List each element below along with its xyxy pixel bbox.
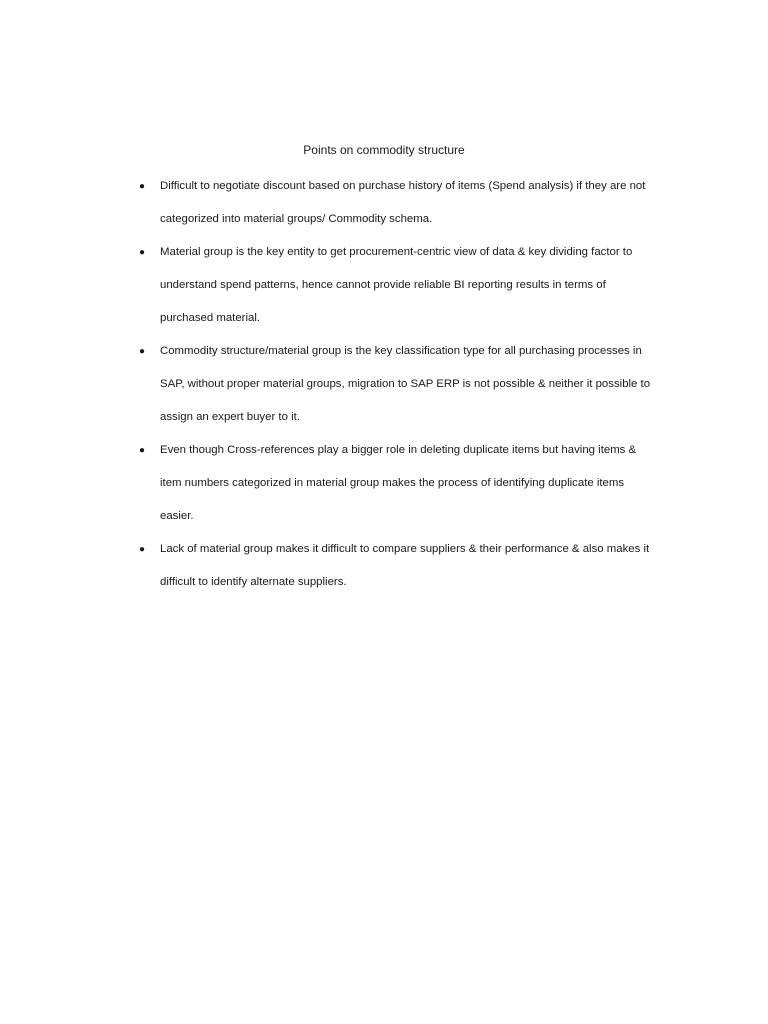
- list-item: [138, 170, 658, 236]
- list-item: [138, 335, 658, 434]
- bullet-icon: ●: [139, 544, 146, 555]
- document-title: Points on commodity structure: [303, 143, 465, 157]
- bullet-list: [138, 170, 658, 599]
- list-item-text: Material group is the key entity to get procurement-centric view of data & key dividing factor to understand spend patterns, hence cannot provide reliable BI reporting results in terms of purchased material.: [160, 246, 633, 324]
- list-item-text: Even though Cross-references play a bigger role in deleting duplicate items but having items & item numbers categorized in material group makes the process of identifying duplicate items easier.: [160, 444, 637, 522]
- list-item-text: Difficult to negotiate discount based on purchase history of items (Spend analysis) if they are not categorized into material groups/ Commodity schema.: [160, 180, 646, 225]
- bullet-icon: ●: [139, 445, 146, 456]
- list-item: [138, 236, 658, 335]
- bullet-icon: ●: [139, 247, 146, 258]
- bullet-icon: ●: [139, 346, 146, 357]
- list-item-text: Commodity structure/material group is the key classification type for all purchasing processes in SAP, without proper material groups, migration to SAP ERP is not possible & neither it possible to assign an expert buyer to it.: [160, 345, 651, 423]
- list-item-text: Lack of material group makes it difficult to compare suppliers & their performance & also makes it difficult to identify alternate suppliers.: [160, 543, 650, 588]
- bullet-icon: ●: [139, 181, 146, 192]
- list-item: [138, 434, 658, 533]
- list-item: [138, 533, 658, 599]
